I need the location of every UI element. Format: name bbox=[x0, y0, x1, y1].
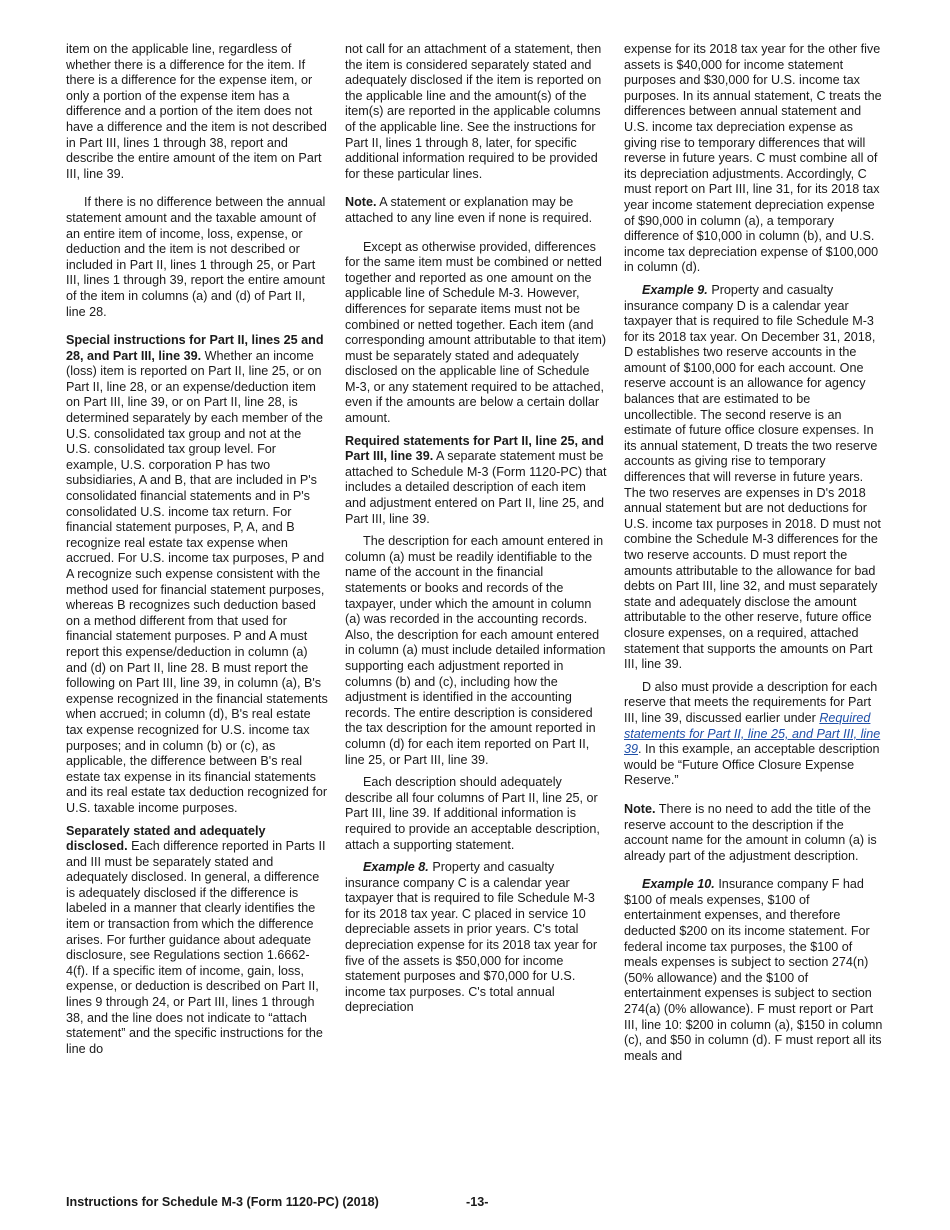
note-label: Note. bbox=[624, 801, 656, 816]
paragraph: The description for each amount entered in column (a) must be readily identifiable to the name of the account in the financial statements or books and records of the taxpayer, under which the amount in column (a) was recorded in the accounting records. Also, the description for each amount entered in column (a) must include detailed information supporting each adjustment reported in columns (b) and (c), including how the adjustment is identified in the accounting records. The entire description is considered the tax description for the amount reported in column (d) for each item reported on Part II, line 25, or Part III, line 39. bbox=[345, 534, 606, 767]
paragraph-text: Whether an income (loss) item is reported on Part II, line 25, or on Part II, line 28, or an expense/deduction item on Part III, line 39, or on Part II, line 28, is determined separately by each member of the U.S. consolidated tax group and not at the U.S. consolidated tax group level. For example, U.S. corporation P has two subsidiaries, A and B, that are included in P's consolidated financial statements and in P's consolidated U.S. income tax return. For financial statement purposes, P, A, and B recognize real estate tax expense when accrued. For U.S. income tax purposes, P and A recognize such expense consistent with the method used for financial statement purposes, whereas B recognizes such deduction based on a method different from that used for financial statement purposes. P and A must report this expense/deduction in column (a) and (d) on Part II, line 28. B must report the following on Part III, line 39, in column (a), B's expense recognized in the financial statements when accrued; in column (d), B's real estate tax expense recognized for U.S. income tax purposes; and in column (b) or (c), as applicable, the difference between B's real estate tax expense in its financial statements and its real estate tax deduction recognized for U.S. taxable income purposes. bbox=[66, 348, 328, 815]
section-heading: Required statements for Part II, line 25, and Part III, line 39. bbox=[345, 433, 604, 464]
section-heading: Special instructions for Part II, lines 25 and 28, and Part III, line 39. bbox=[66, 333, 324, 363]
paragraph bbox=[66, 333, 328, 816]
note-text: There is no need to add the title of the reserve account to the description if the account name for the amount in column (a) is already part of the adjustment description. bbox=[624, 801, 877, 863]
example-label: Example 10. bbox=[642, 877, 715, 892]
paragraph-text: . In this example, an acceptable description would be “Future Office Closure Expense Reserve.” bbox=[624, 742, 880, 788]
paragraph-text: Each difference reported in Parts II and III must be separately stated and adequately disclosed. In general, a difference is adequately disclosed if the difference is labeled in a manner that clearly identifies the item or transaction from which the difference arises. For further guidance about adequate disclosure, see Regulations section 1.6662-4(f). If a specific item of income, gain, loss, expense, or deduction is described on Part II, lines 9 through 24, or Part III, lines 1 through 38, and the line does not indicate to “attach statement” and the specific instructions for the line do bbox=[66, 839, 326, 1056]
paragraph: If there is no difference between the annual statement amount and the taxable amount of an entire item of income, loss, expense, or deduction and the item is not described or included in Part II, lines 1 through 25, or Part III, lines 1 through 39, report the entire amount of the item in columns (a) and (d) of Part II, line 28. bbox=[66, 195, 326, 319]
column-3 bbox=[624, 42, 886, 1064]
column-1 bbox=[66, 42, 328, 1057]
note bbox=[345, 195, 607, 226]
column-2 bbox=[345, 42, 607, 1016]
page-footer bbox=[66, 1195, 489, 1209]
example-9 bbox=[624, 283, 886, 673]
paragraph bbox=[66, 824, 328, 1058]
section-heading: Separately stated and adequately disclosed. bbox=[66, 823, 266, 854]
paragraph: item on the applicable line, regardless of whether there is a difference for the item. If there is a difference for the expense item, or only a portion of the expense item has a difference and a portion of the item does not have a difference and the item is not described in Part III, lines 1 through 38, report and describe the entire amount of the item on Part III, line 39. bbox=[66, 42, 327, 181]
paragraph-text: D also must provide a description for each reserve that meets the requirements for Part III, line 39, discussed earlier under bbox=[624, 679, 878, 725]
paragraph bbox=[345, 434, 607, 528]
example-text: Insurance company F had $100 of meals expenses, $100 of entertainment expenses, and therefore deducted $200 on its income statement. For federal income tax purposes, the $100 of meals expenses is subject to section 274(n) (50% allowance) and the $100 of entertainment expenses is subject to section 274(a) (0% allowance). F must report or Part III, line 10: $200 in column (a), $150 in column (c), and $50 in column (d). F must report all its meals and bbox=[624, 877, 883, 1063]
paragraph: expense for its 2018 tax year for the other five assets is $40,000 for income statement purposes and $30,000 for U.S. income tax purposes. In its annual statement, C treats the differences between annual statement and U.S. income tax depreciation expense as giving rise to temporary differences that will reverse in future years. C must combine all of its depreciation adjustments. Accordingly, C must report on Part III, line 31, for its 2018 tax year income statement depreciation expense of $90,000 in column (a), a temporary difference of $10,000 in column (b), and U.S. income tax depreciation expense of $100,000 in column (d). bbox=[624, 42, 882, 275]
cross-reference-link[interactable]: Required statements for Part II, line 25, and Part III, line 39 bbox=[624, 710, 881, 757]
example-text: Property and casualty insurance company C is a calendar year taxpayer that is required to file Schedule M-3 for its 2018 tax year. C placed in service 10 depreciable assets in prior years. C's total depreciation expense for its 2018 tax year for five of the assets is $50,000 for income statement purposes and $70,000 for U.S. income tax purposes. C's total annual depreciation bbox=[345, 860, 598, 1015]
example-8 bbox=[345, 860, 607, 1016]
paragraph bbox=[624, 680, 886, 789]
note-text: A statement or explanation may be attached to any line even if none is required. bbox=[345, 195, 593, 225]
example-text: Property and casualty insurance company D is a calendar year taxpayer that is required to file Schedule M-3 for its 2018 tax year. On December 31, 2018, D establishes two reserve accounts in the amount of $100,000 for each account. One reserve account is an allowance for agency balances that are estimated to be uncollectible. The second reserve is an estimate of future office closure expenses. In its annual statement, D treats the two reserve accounts as giving rise to temporary differences that will reverse in future years. The two reserves are expenses in D's 2018 annual statement but are not deductions for U.S. income tax purposes in 2018. D must not combine the Schedule M-3 differences for the two reserve accounts. D must report the amounts attributable to the allowance for bad debts on Part III, line 32, and must separately state and adequately disclose the amount attributable to the other reserve, future office closure expenses, on a required, attached statement that supports the amounts on Part III, line 39. bbox=[624, 282, 881, 672]
page-number: -13- bbox=[466, 1195, 489, 1209]
example-10 bbox=[624, 877, 886, 1064]
paragraph: not call for an attachment of a statement, then the item is considered separately stated and adequately disclosed if the item is reported on the applicable line and the amount(s) of the item(s) are reported in the applicable columns of the applicable line. See the instructions for Part II, lines 1 through 8, later, for specific additional information required to be provided for these particular lines. bbox=[345, 42, 602, 181]
example-label: Example 9. bbox=[642, 282, 708, 297]
paragraph: Each description should adequately describe all four columns of Part II, line 25, or Part III, line 39. If additional information is required to provide an acceptable description, attach a supporting statement. bbox=[345, 775, 600, 852]
paragraph: Except as otherwise provided, differences for the same item must be combined or netted together and reported as one amount on the applicable line of Schedule M-3. However, differences for separate items must not be combined or netted together. Each item (and corresponding amount attributable to that item) must be separately stated and adequately disclosed on the applicable line of Schedule M-3, or any statement required to be attached, even if the amounts are below a certain dollar amount. bbox=[345, 239, 607, 426]
note bbox=[624, 802, 886, 864]
note-label: Note. bbox=[345, 195, 377, 210]
paragraph-text: A separate statement must be attached to Schedule M-3 (Form 1120-PC) that includes a detailed description of each item and adjustment entered on Part II, line 25, and Part III, line 39. bbox=[345, 449, 607, 526]
footer-title: Instructions for Schedule M-3 (Form 1120-PC) (2018) bbox=[66, 1195, 379, 1209]
example-label: Example 8. bbox=[363, 860, 429, 875]
